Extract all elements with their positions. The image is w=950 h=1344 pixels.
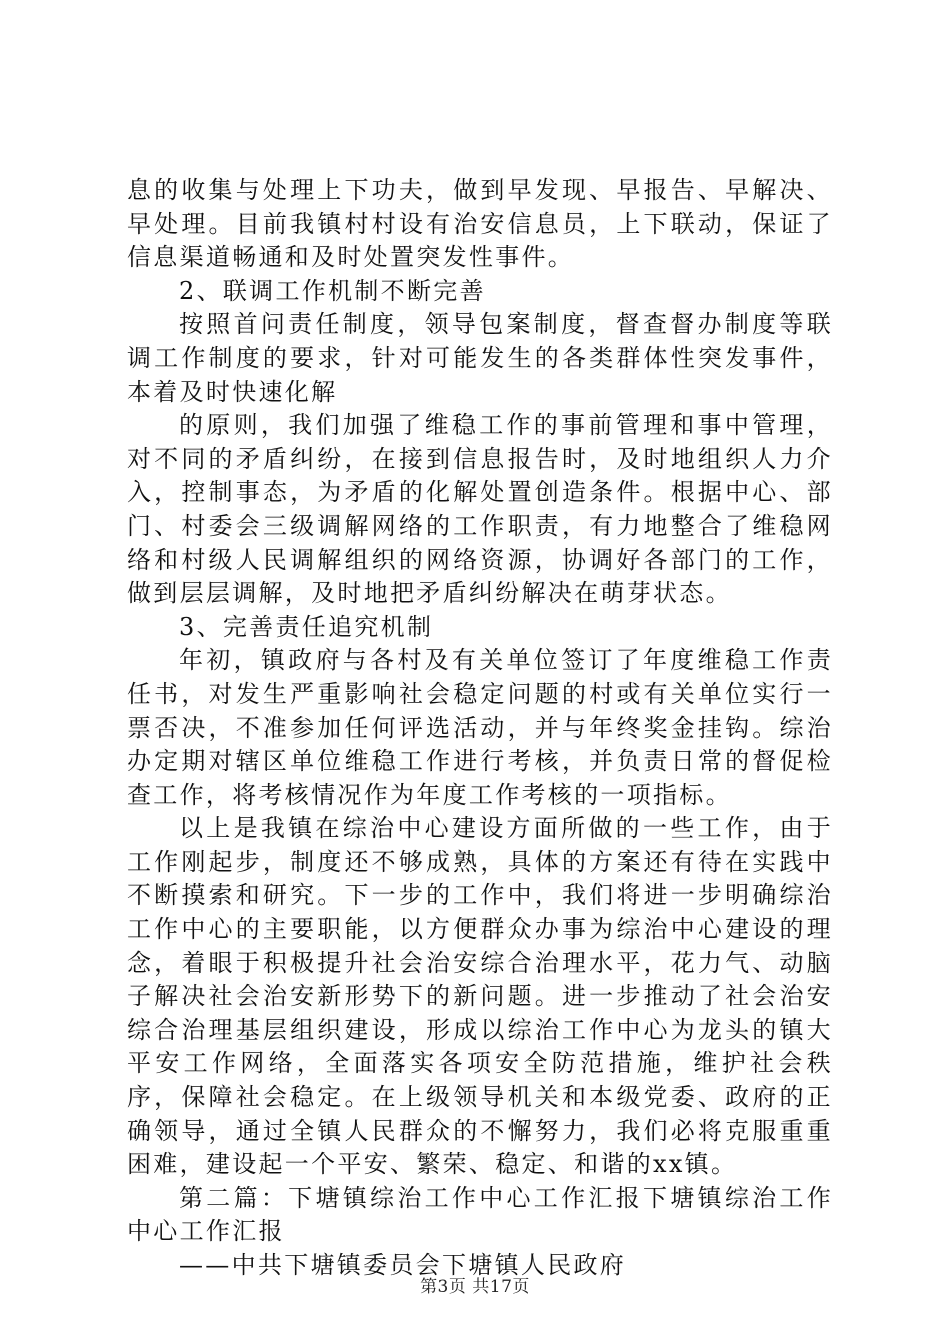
paragraph-first-responsibility: 按照首问责任制度，领导包案制度，督查督办制度等联调工作制度的要求，针对可能发生的各类群体性突发事件，本着及时快速化解 — [127, 310, 833, 406]
section-heading-accountability: 3、完善责任追究机制 — [179, 612, 434, 641]
paragraph-annual-responsibility: 年初，镇政府与各村及有关单位签订了年度维稳工作责任书，对发生严重影响社会稳定问题的村或有关单位实行一票否决，不准参加任何评选活动，并与年终奖金挂钩。综治办定期对辖区单位维稳工作进行考核，并负责日常的督促检查工作，将考核情况作为年度工作考核的一项指标。 — [127, 646, 833, 809]
paragraph-summary: 以上是我镇在综治中心建设方面所做的一些工作，由于工作刚起步，制度还不够成熟，具体的方案还有待在实践中不断摸索和研究。下一步的工作中，我们将进一步明确综治工作中心的主要职能，以方便群众办事为综治中心建设的理念，着眼于积极提升社会治安综合治理水平，花力气、动脑子解决社会治安新形势下的新问题。进一步推动了社会治安综合治理基层组织建设，形成以综治工作中心为龙头的镇大平安工作网络，全面落实各项安全防范措施，维护社会秩序，保障社会稳定。在上级领导机关和本级党委、政府的正确领导，通过全镇人民群众的不懈努力，我们必将克服重重困难，建设起一个平安、繁荣、稳定、和谐的xx镇。 — [127, 814, 833, 1179]
paragraph-stability-principle: 的原则，我们加强了维稳工作的事前管理和事中管理，对不同的矛盾纠纷，在接到信息报告时，及时地组织人力介入，控制事态，为矛盾的化解处置创造条件。根据中心、部门、村委会三级调解网络的工作职责，有力地整合了维稳网络和村级人民调解组织的网络资源，协调好各部门的工作，做到层层调解，及时地把矛盾纠纷解决在萌芽状态。 — [127, 411, 833, 608]
issuer-line: ——中共下塘镇委员会下塘镇人民政府 — [179, 1251, 627, 1279]
document-body — [127, 174, 833, 1283]
page-footer: 第3页 共17页 — [420, 1277, 530, 1297]
paragraph-info-handling: 息的收集与处理上下功夫，做到早发现、早报告、早解决、早处理。目前我镇村村设有治安信息员，上下联动，保证了信息渠道畅通和及时处置突发性事件。 — [127, 176, 833, 272]
section-heading-mediation-mechanism: 2、联调工作机制不断完善 — [179, 276, 486, 305]
chapter-title: 第二篇：下塘镇综治工作中心工作汇报下塘镇综治工作中心工作汇报 — [127, 1183, 833, 1246]
